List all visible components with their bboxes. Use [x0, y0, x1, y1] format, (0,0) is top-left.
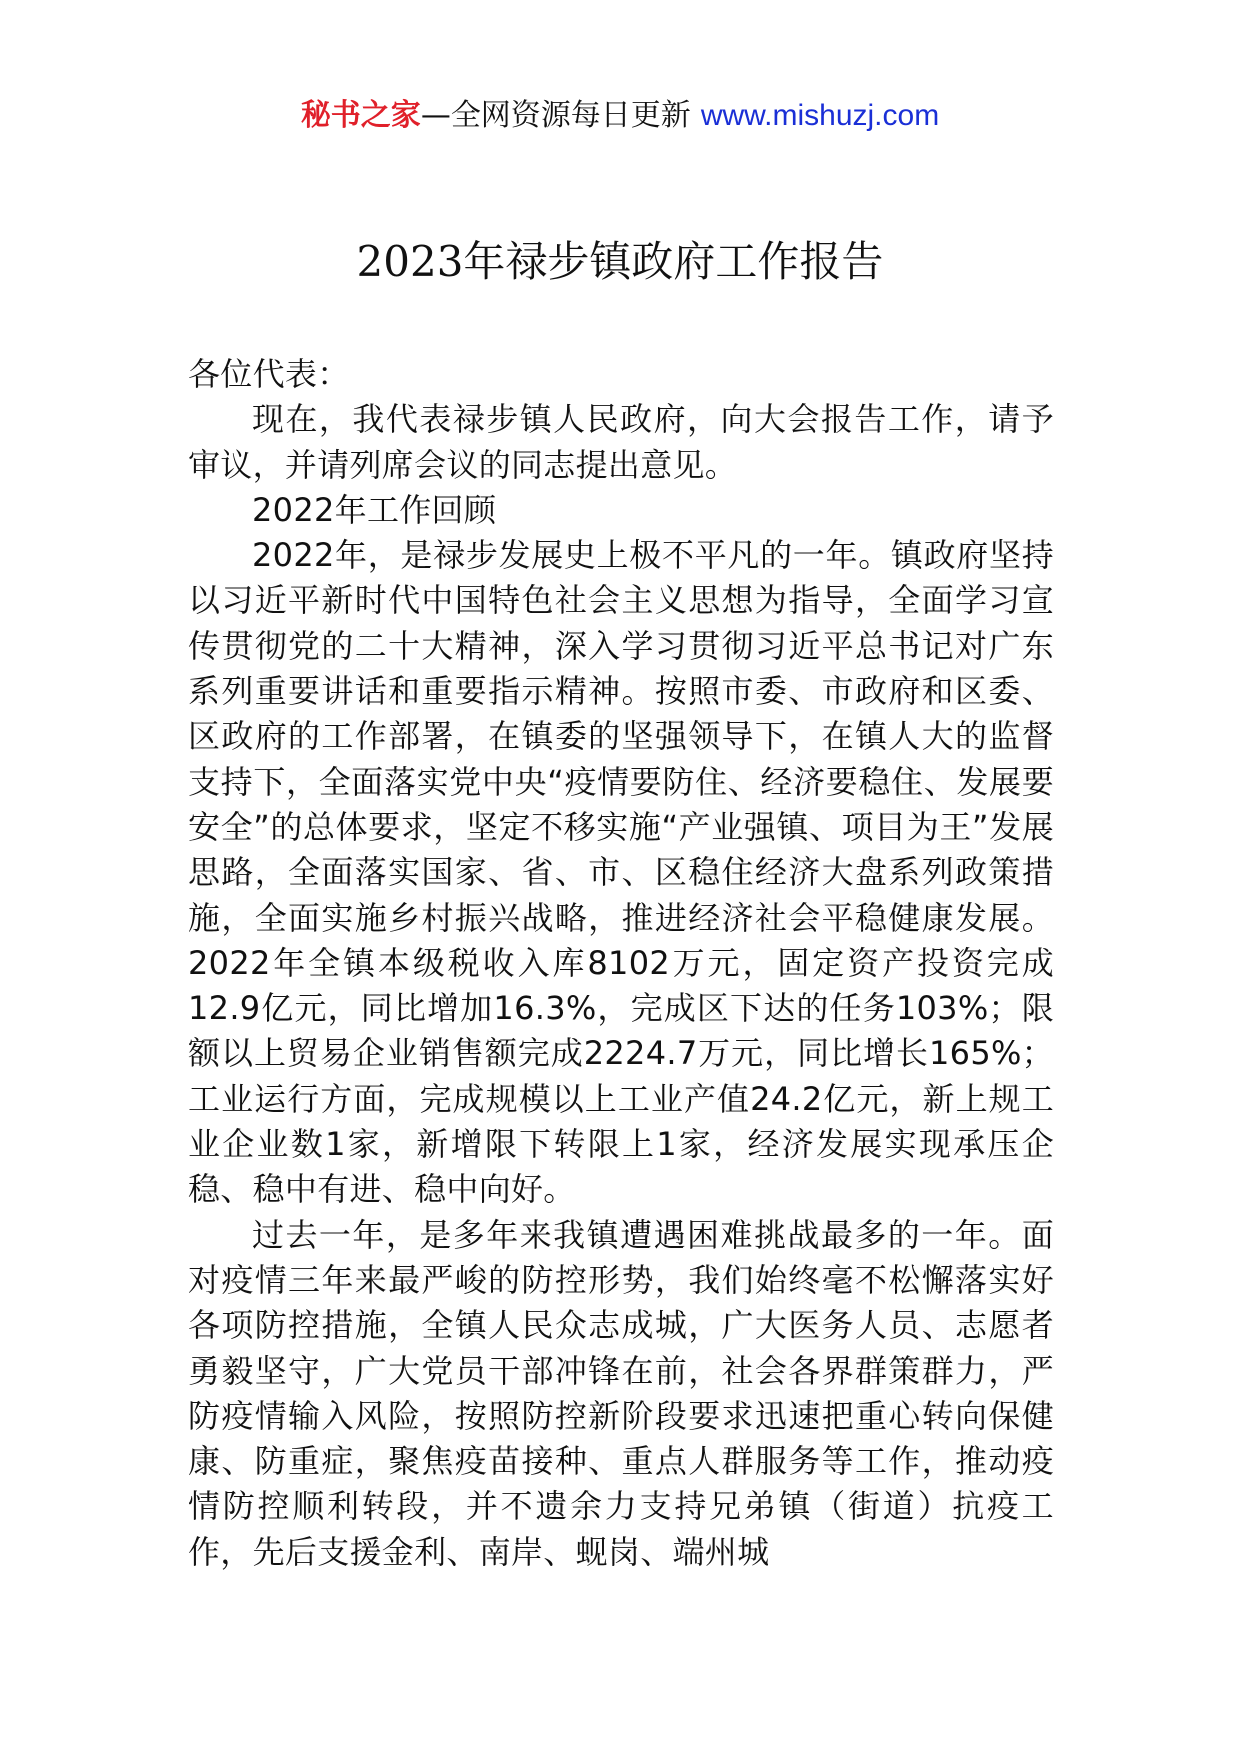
paragraph-epidemic-control: 过去一年，是多年来我镇遭遇困难挑战最多的一年。面对疫情三年来最严峻的防控形势，我们始终毫不松懈落实好各项防控措施，全镇人民众志成城，广大医务人员、志愿者勇毅坚守，广大党员干部冲锋在前，社会各界群策群力，严防疫情输入风险，按照防控新阶段要求迅速把重心转向保健康、防重症，聚焦疫苗接种、重点人群服务等工作，推动疫情防控顺利转段，并不遗余力支持兄弟镇（街道）抗疫工作，先后支援金利、南岸、蚬岗、端州城	[188, 1215, 1054, 1571]
section-heading-2022-review: 2022年工作回顾	[252, 490, 497, 529]
site-url-link[interactable]: www.mishuzj.com	[700, 99, 940, 132]
site-header-banner	[0, 96, 1240, 136]
document-body	[188, 352, 1054, 1575]
document-title: 2023年禄步镇政府工作报告	[356, 237, 884, 286]
salutation: 各位代表：	[188, 355, 350, 393]
paragraph-2022-summary: 2022年，是禄步发展史上极不平凡的一年。镇政府坚持以习近平新时代中国特色社会主义思想为指导，全面学习宣传贯彻党的二十大精神，深入学习贯彻习近平总书记对广东系列重要讲话和重要指示精神。按照市委、市政府和区委、区政府的工作部署，在镇委的坚强领导下，在镇人大的监督支持下，全面落实党中央“疫情要防住、经济要稳住、发展要安全”的总体要求，坚定不移实施“产业强镇、项目为王”发展思路，全面落实国家、省、市、区稳住经济大盘系列政策措施，全面实施乡村振兴战略，推进经济社会平稳健康发展。2022年全镇本级税收入库8102万元，固定资产投资完成12.9亿元，同比增加16.3%，完成区下达的任务103%；限额以上贸易企业销售额完成2224.7万元，同比增长165%；工业运行方面，完成规模以上工业产值24.2亿元，新上规工业企业数1家，新增限下转限上1家，经济发展实现承压企稳、稳中有进、稳中向好。	[188, 536, 1054, 1209]
site-slogan: —全网资源每日更新	[420, 98, 691, 133]
paragraph-intro: 现在，我代表禄步镇人民政府，向大会报告工作，请予审议，并请列席会议的同志提出意见。	[188, 400, 1054, 484]
site-brand-name: 秘书之家	[300, 98, 421, 133]
